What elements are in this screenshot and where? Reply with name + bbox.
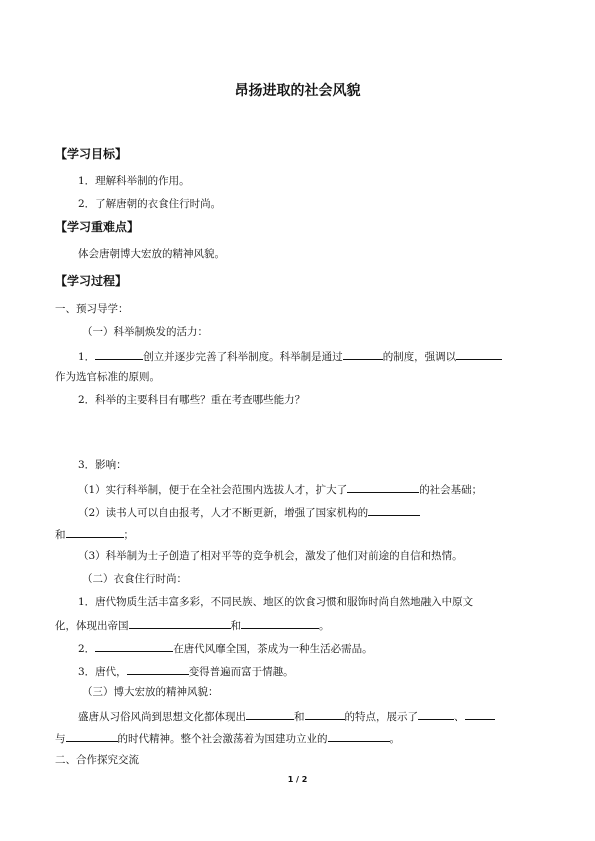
blank[interactable] — [241, 617, 319, 629]
goal-item-2: 2．了解唐朝的衣食住行时尚。 — [78, 198, 222, 210]
blank[interactable] — [66, 730, 118, 742]
subsection-lifestyle: （二）衣食住行时尚： — [82, 573, 187, 585]
blank[interactable] — [246, 708, 294, 720]
question-3: 3．影响： — [78, 459, 127, 471]
section-preview: 一、预习导学： — [55, 303, 129, 315]
heading-key-points: 【学习重难点】 — [55, 220, 140, 234]
spirit-1: 盛唐从习俗风尚到思想文化都体现出 和 的特点，展示了 、 — [78, 708, 495, 724]
blank[interactable] — [305, 708, 345, 720]
influence-2: （2）读书人可以自由报考，人才不断更新，增强了国家机构的 — [78, 504, 420, 520]
blank[interactable] — [127, 663, 189, 675]
blank[interactable] — [95, 348, 143, 360]
heading-learning-process: 【学习过程】 — [55, 274, 128, 288]
key-point-item: 体会唐朝博大宏放的精神风貌。 — [78, 248, 225, 260]
blank[interactable] — [95, 640, 173, 652]
blank[interactable] — [465, 708, 495, 720]
lifestyle-2: 2． 在唐代风靡全国，茶成为一种生活必需品。 — [78, 640, 373, 656]
subsection-keju: （一）科举制焕发的活力： — [82, 326, 208, 338]
lifestyle-3: 3．唐代， 变得普遍而富于情趣。 — [78, 663, 294, 679]
question-1-cont: 作为选官标准的原则。 — [55, 371, 160, 383]
question-2: 2．科举的主要科目有哪些？重在考查哪些能力？ — [78, 394, 306, 406]
influence-3: （3）科举制为士子创造了相对平等的竞争机会，激发了他们对前途的自信和热情。 — [78, 550, 463, 562]
influence-2-cont: 和 ； — [55, 526, 134, 542]
section-cooperation: 二、合作探究交流 — [55, 754, 139, 766]
blank[interactable] — [343, 348, 383, 360]
lifestyle-1: 1．唐代物质生活丰富多彩，不同民族、地区的饮食习惯和服饰时尚自然地融入中原文 — [78, 596, 474, 608]
goal-item-1: 1．理解科举制的作用。 — [78, 175, 190, 187]
question-1: 1． 创立并逐步完善了科举制度。科举制是通过 的制度，强调以 — [78, 348, 502, 364]
blank[interactable] — [418, 708, 454, 720]
blank[interactable] — [456, 348, 502, 360]
blank[interactable] — [347, 481, 419, 493]
influence-1: （1）实行科举制，便于在全社会范围内选拔人才，扩大了 的社会基础； — [78, 481, 482, 497]
page-number: 1 / 2 — [287, 775, 308, 784]
lifestyle-1-cont: 化，体现出帝国 和 。 — [55, 617, 330, 633]
page-title: 昂扬进取的社会风貌 — [234, 83, 361, 99]
spirit-1-cont: 与 的时代精神。整个社会激荡着为国建功立业的 。 — [55, 730, 400, 746]
blank[interactable] — [129, 617, 231, 629]
subsection-spirit: （三）博大宏放的精神风貌： — [82, 686, 219, 698]
heading-learning-goals: 【学习目标】 — [55, 147, 128, 161]
blank[interactable] — [328, 730, 390, 742]
blank[interactable] — [66, 526, 124, 538]
blank[interactable] — [368, 504, 420, 516]
